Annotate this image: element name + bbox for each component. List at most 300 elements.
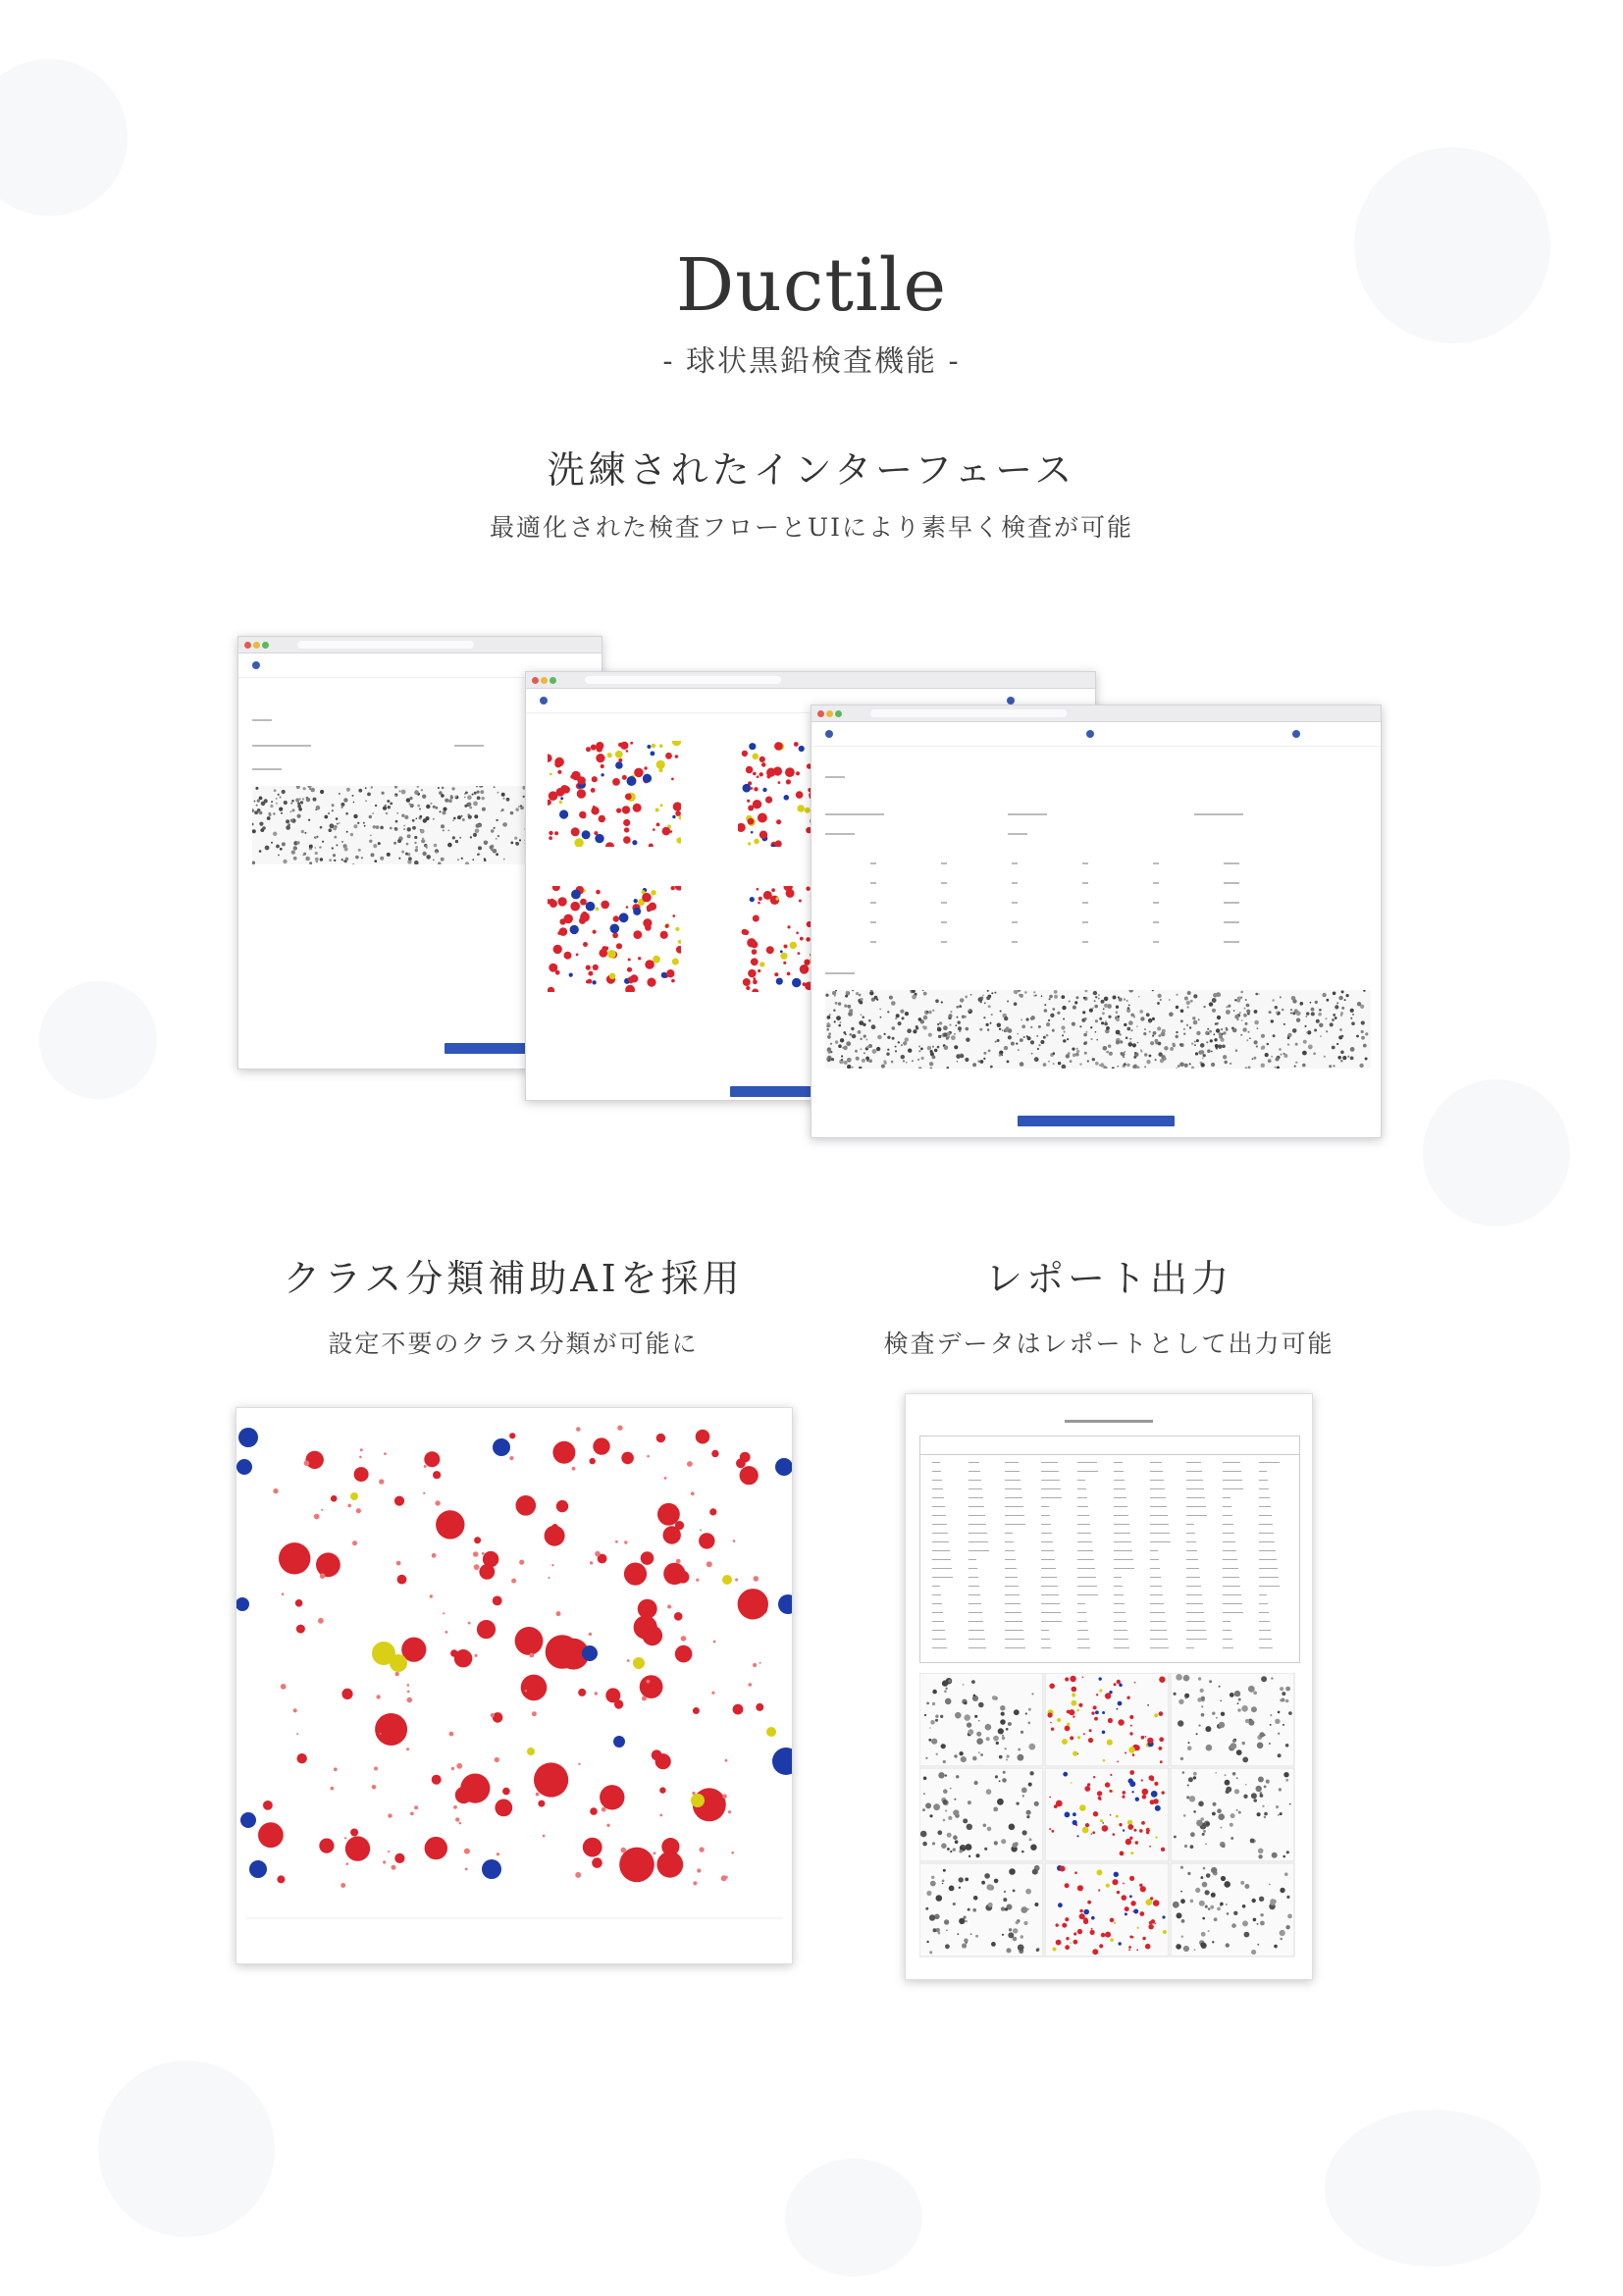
report-cell: [1077, 1471, 1098, 1472]
nodule-dot: [464, 1849, 470, 1854]
nodule-dot: [765, 797, 772, 804]
nodule-dot: [1079, 1913, 1085, 1919]
nodule-dot: [861, 998, 864, 1001]
nodule-dot: [753, 1663, 757, 1667]
nodule-dot: [892, 1037, 895, 1040]
report-cell: [932, 1471, 941, 1472]
report-cell: [969, 1480, 981, 1481]
nodule-dot: [1259, 1897, 1264, 1902]
report-cell: [932, 1506, 945, 1507]
nodule-dot: [643, 1626, 663, 1646]
nodule-dot: [310, 788, 315, 793]
report-cell: [1114, 1559, 1133, 1560]
nodule-dot: [1123, 1829, 1125, 1831]
nodule-dot: [1198, 1801, 1204, 1807]
nodule-dot: [623, 819, 630, 826]
nodule-dot: [1130, 1029, 1132, 1031]
nodule-dot: [1340, 1012, 1343, 1015]
nodule-dot: [693, 1707, 700, 1714]
nodule-dot: [583, 942, 588, 947]
nodule-dot: [1286, 1896, 1289, 1899]
report-cell: [1077, 1515, 1089, 1516]
nodule-dot: [475, 1654, 478, 1657]
nodule-dot: [339, 822, 340, 824]
nodule-dot: [634, 899, 638, 903]
nodule-dot: [1287, 1036, 1290, 1039]
nodule-dot: [859, 1001, 863, 1005]
nodule-dot: [1176, 1031, 1178, 1033]
nodule-dot: [1104, 997, 1109, 1002]
nodule-dot: [1070, 1736, 1073, 1740]
nodule-dot: [922, 990, 924, 991]
nodule-dot: [753, 754, 759, 760]
nodule-dot: [1163, 1057, 1167, 1061]
report-cell: [1077, 1541, 1092, 1542]
nodule-dot: [1009, 1928, 1012, 1931]
nodule-dot: [753, 772, 757, 776]
report-cell: [969, 1559, 976, 1560]
nodule-dot: [453, 817, 456, 820]
nodule-dot: [834, 1020, 836, 1022]
nodule-dot: [1020, 1038, 1023, 1042]
nodule-dot: [1179, 1063, 1184, 1068]
nodule-dot: [1154, 1713, 1158, 1717]
nodule-dot: [465, 861, 469, 864]
nodule-dot: [1075, 1053, 1079, 1057]
report-cell: [1223, 1647, 1233, 1648]
nodule-dot: [1119, 1942, 1122, 1945]
nodule-dot: [1212, 998, 1217, 1003]
nodule-dot: [1194, 1949, 1196, 1951]
table-cell: [870, 902, 876, 904]
nodule-dot: [1219, 1722, 1225, 1728]
nodule-dot: [1241, 1705, 1248, 1712]
nodule-dot: [1205, 1844, 1207, 1846]
nodule-dot: [1126, 1000, 1128, 1002]
nodule-dot: [1183, 1675, 1190, 1682]
nodule-dot: [493, 1438, 510, 1456]
nodule-dot: [1021, 1731, 1023, 1734]
nodule-dot: [584, 889, 587, 892]
nodule-dot: [879, 1009, 881, 1011]
nodule-dot: [587, 979, 592, 984]
classified-image[interactable]: [548, 741, 681, 847]
nodule-dot: [843, 1046, 848, 1051]
report-cell: [1186, 1471, 1202, 1472]
nodule-dot: [943, 1760, 946, 1763]
nodule-dot: [382, 792, 385, 795]
nodule-dot: [1241, 1019, 1243, 1021]
nodule-dot: [1103, 1008, 1105, 1010]
nodule-dot: [1153, 1031, 1157, 1035]
nodule-dot: [1062, 1006, 1066, 1010]
nodule-dot: [1141, 1736, 1145, 1740]
report-image-tile: [919, 1768, 1043, 1861]
nodule-dot: [945, 1809, 947, 1811]
nodule-dot: [574, 838, 583, 847]
nodule-dot: [1007, 1000, 1009, 1002]
nodule-dot: [644, 766, 647, 769]
nodule-dot: [1290, 1013, 1292, 1015]
nodule-dot: [1159, 1737, 1164, 1742]
nodule-dot: [1026, 1018, 1029, 1020]
nodule-dot: [252, 861, 255, 865]
table-cell: [870, 941, 876, 943]
nodule-dot: [309, 788, 311, 790]
report-cell: [1223, 1497, 1230, 1498]
nodule-dot: [1200, 1942, 1205, 1947]
report-cell: [1150, 1647, 1169, 1648]
nodule-dot: [1183, 1033, 1185, 1035]
nodule-dot: [1109, 1052, 1113, 1056]
nodule-dot: [987, 1827, 992, 1832]
nodule-dot: [578, 1689, 586, 1696]
nodule-dot: [999, 1755, 1003, 1759]
report-cell: [1150, 1488, 1165, 1489]
nodule-dot: [1200, 1043, 1205, 1048]
nodule-dot: [932, 1702, 935, 1705]
nodule-dot: [950, 1851, 952, 1852]
nodule-dot: [1271, 1677, 1273, 1679]
nodule-dot: [1125, 1752, 1126, 1754]
nodule-dot: [1333, 992, 1336, 996]
nodule-dot: [1048, 1712, 1053, 1717]
nodule-dot: [1067, 1723, 1070, 1726]
nodule-dot: [414, 790, 419, 795]
nodule-dot: [1087, 1901, 1091, 1905]
nodule-dot: [1114, 1872, 1119, 1877]
nodule-dot: [1324, 1056, 1326, 1058]
nodule-dot: [749, 1683, 753, 1687]
nodule-dot: [1315, 1001, 1318, 1004]
nodule-dot: [1190, 1845, 1194, 1849]
nodule-dot: [1264, 1816, 1266, 1818]
nodule-dot: [945, 1688, 947, 1690]
ai-description: 設定不要のクラス分類が可能に: [328, 1330, 699, 1358]
nodule-dot: [1164, 1046, 1168, 1050]
nodule-dot: [774, 972, 778, 976]
report-cell: [1150, 1550, 1158, 1551]
report-cell: [1223, 1506, 1231, 1507]
nodule-dot: [548, 800, 551, 806]
table-cell: [1224, 862, 1239, 864]
nodule-dot: [1093, 1811, 1098, 1816]
nodule-dot: [865, 1039, 867, 1041]
nodule-dot: [1046, 1022, 1050, 1026]
nodule-dot: [1209, 1030, 1212, 1033]
nodule-dot: [761, 762, 766, 767]
nodule-dot: [1154, 1782, 1158, 1786]
nodule-dot: [1254, 1020, 1259, 1025]
report-cell: [1259, 1533, 1274, 1534]
nodule-dot: [826, 1028, 829, 1031]
nodule-dot: [970, 994, 972, 996]
nodule-dot: [1070, 1676, 1075, 1682]
nodule-dot: [1017, 1802, 1020, 1805]
nodule-dot: [862, 1059, 865, 1063]
nodule-dot: [619, 913, 629, 922]
nodule-dot: [930, 1052, 934, 1056]
nodule-dot: [950, 1788, 952, 1790]
nodule-dot: [283, 860, 287, 863]
nodule-dot: [305, 857, 310, 861]
nodule-dot: [1066, 1937, 1069, 1940]
nodule-dot: [1190, 1832, 1195, 1837]
nodule-dot: [477, 854, 479, 856]
nodule-dot: [390, 827, 393, 830]
nodule-dot: [972, 1756, 977, 1761]
nodule-dot: [928, 1033, 932, 1037]
confirm-button[interactable]: [1018, 1116, 1175, 1126]
nodule-dot: [1121, 1052, 1125, 1056]
nodule-dot: [1313, 1053, 1316, 1056]
nodule-dot: [770, 768, 774, 772]
nodule-dot: [1258, 1854, 1262, 1858]
nodule-dot: [1090, 1038, 1092, 1040]
nodule-dot: [1119, 1823, 1122, 1826]
report-cell: [1223, 1559, 1237, 1560]
nodule-dot: [322, 841, 324, 843]
report-cell: [932, 1568, 952, 1569]
nodule-dot: [1258, 1777, 1264, 1783]
nodule-dot: [1109, 1790, 1112, 1793]
nodule-dot: [375, 805, 377, 807]
report-cell: [1150, 1586, 1162, 1587]
nodule-dot: [333, 854, 336, 857]
nodule-dot: [1074, 1001, 1077, 1004]
nodule-dot: [1073, 1932, 1076, 1935]
nodule-dot: [798, 952, 801, 955]
nodule-dot: [933, 1928, 937, 1932]
nodule-dot: [662, 827, 671, 836]
nodule-dot: [1128, 1747, 1135, 1753]
nodule-dot: [1226, 1787, 1231, 1793]
nodule-dot: [1098, 1797, 1101, 1800]
nodule-dot: [280, 797, 282, 799]
nodule-dot: [887, 1011, 889, 1013]
report-cell: [1150, 1524, 1169, 1525]
nodule-dot: [675, 886, 681, 891]
nodule-dot: [293, 1708, 297, 1712]
nodule-dot: [383, 1860, 386, 1863]
nodule-dot: [758, 902, 760, 905]
nodule-dot: [1281, 1698, 1284, 1702]
nodule-dot: [363, 822, 365, 824]
nodule-dot: [699, 1533, 714, 1548]
report-cell: [932, 1488, 943, 1489]
nodule-dot: [494, 786, 496, 788]
nodule-dot: [570, 774, 574, 778]
nodule-dot: [319, 846, 321, 848]
nodule-dot: [1002, 1029, 1004, 1031]
nodule-dot: [838, 1024, 841, 1027]
nodule-dot: [556, 1500, 568, 1512]
nodule-dot: [1201, 1932, 1206, 1937]
nodule-dot: [1257, 1743, 1264, 1749]
nodule-dot: [638, 957, 641, 960]
nodule-dot: [956, 1054, 961, 1059]
report-cell: [969, 1497, 983, 1498]
nodule-dot: [1141, 1821, 1145, 1825]
nodule-dot: [887, 1036, 890, 1039]
report-cell: [1005, 1647, 1025, 1648]
nodule-dot: [1223, 1055, 1227, 1059]
nodule-dot: [580, 913, 590, 922]
nodule-dot: [929, 1814, 932, 1817]
report-cell: [1077, 1586, 1097, 1587]
report-cell: [1186, 1594, 1202, 1595]
nodule-dot: [1212, 1812, 1216, 1816]
nodule-dot: [1073, 1054, 1076, 1058]
nodule-dot: [1242, 1742, 1245, 1745]
report-cell: [1077, 1550, 1093, 1551]
nodule-dot: [1113, 1833, 1116, 1836]
nodule-dot: [677, 1571, 690, 1584]
nodule-dot: [1189, 1063, 1191, 1065]
nodule-dot: [576, 1427, 581, 1432]
nodule-dot: [443, 808, 446, 811]
report-cell: [1114, 1497, 1126, 1498]
report-cell: [1077, 1647, 1090, 1648]
nodule-dot: [1060, 1866, 1066, 1872]
nodule-dot: [470, 836, 472, 838]
report-cell: [1041, 1647, 1051, 1648]
classified-image[interactable]: [548, 886, 681, 992]
nodule-dot: [1065, 1726, 1071, 1732]
nodule-dot: [395, 1672, 399, 1676]
nodule-dot: [976, 1853, 980, 1857]
nodule-dot: [296, 786, 300, 789]
nodule-dot: [330, 823, 335, 828]
report-cell: [932, 1524, 947, 1525]
nodule-dot: [1176, 1068, 1178, 1069]
nodule-dot: [1193, 1020, 1198, 1025]
nodule-dot: [1230, 1063, 1231, 1065]
nodule-dot: [1021, 1851, 1024, 1853]
nodule-dot: [1203, 1054, 1206, 1057]
nodule-dot: [278, 794, 280, 796]
nodule-dot: [997, 1799, 1004, 1805]
nodule-dot: [859, 1067, 863, 1069]
nodule-dot: [438, 787, 440, 789]
nodule-dot: [1065, 1945, 1070, 1950]
nodule-dot: [948, 1014, 952, 1018]
nodule-dot: [273, 1488, 278, 1493]
nodule-dot: [1141, 1779, 1143, 1781]
nodule-dot: [856, 1057, 860, 1061]
nodule-dot: [1032, 1869, 1038, 1875]
nodule-dot: [918, 1018, 922, 1021]
nodule-dot: [931, 1739, 937, 1745]
nodule-dot: [844, 1061, 848, 1065]
nodule-dot: [1018, 1945, 1024, 1952]
nodule-dot: [859, 994, 862, 997]
nodule-dot: [347, 1504, 351, 1508]
nodule-dot: [350, 833, 353, 836]
nodule-dot: [756, 1703, 763, 1711]
report-cell: [1186, 1506, 1206, 1507]
nodule-dot: [935, 1719, 938, 1722]
nodule-dot: [602, 1807, 606, 1812]
nodule-dot: [923, 1793, 925, 1795]
nodule-dot: [1026, 1815, 1029, 1818]
nodule-dot: [1028, 1722, 1031, 1725]
report-cell: [1259, 1497, 1270, 1498]
nodule-dot: [895, 1050, 897, 1052]
report-cell: [1223, 1594, 1241, 1595]
nodule-dot: [1249, 1037, 1251, 1039]
nodule-dot: [1026, 1035, 1028, 1037]
report-cell: [1223, 1568, 1238, 1569]
nodule-dot: [1220, 1903, 1224, 1906]
nodule-dot: [346, 831, 348, 833]
report-cell: [1150, 1577, 1161, 1578]
report-cell: [1077, 1506, 1088, 1507]
nodule-dot: [1294, 1066, 1296, 1068]
report-cell: [1005, 1603, 1021, 1604]
nodule-dot: [419, 809, 421, 810]
nodule-dot: [297, 805, 301, 809]
nodule-dot: [649, 903, 656, 911]
nodule-dot: [560, 797, 563, 800]
nodule-dot: [958, 1006, 961, 1009]
report-cell: [1223, 1621, 1230, 1622]
nodule-dot: [1095, 996, 1097, 998]
nodule-dot: [344, 847, 348, 851]
report-title-line: [906, 1416, 1312, 1426]
nodule-dot: [276, 798, 278, 800]
nodule-dot: [1186, 1001, 1190, 1005]
nodule-dot: [319, 1839, 334, 1853]
nodule-dot: [980, 1753, 983, 1756]
report-cell: [1259, 1594, 1267, 1595]
nodule-dot: [1149, 1031, 1151, 1033]
nodule-dot: [1338, 996, 1342, 1000]
nodule-dot: [622, 775, 627, 780]
nodule-dot: [371, 786, 373, 788]
nodule-dot: [1206, 1041, 1208, 1043]
report-cell: [1114, 1488, 1126, 1489]
table-cell: [870, 921, 876, 923]
nodule-dot: [350, 1829, 358, 1837]
nodule-dot: [972, 1696, 978, 1701]
nodule-dot: [529, 1653, 534, 1658]
report-cell: [1114, 1462, 1123, 1463]
nodule-dot: [733, 1539, 736, 1542]
nodule-dot: [353, 814, 357, 818]
nodule-dot: [1150, 1800, 1155, 1804]
nodule-dot: [1092, 1008, 1094, 1010]
nodule-dot: [443, 829, 445, 831]
nodule-dot: [1130, 1852, 1133, 1854]
nodule-dot: [1230, 1823, 1233, 1827]
nodule-dot: [354, 1467, 369, 1482]
nodule-dot: [1226, 1028, 1229, 1031]
nodule-dot: [948, 1816, 952, 1820]
nodule-dot: [414, 842, 416, 844]
background-blob: [98, 2061, 275, 2237]
nodule-dot: [623, 836, 631, 844]
nodule-dot: [1149, 1020, 1152, 1023]
report-cell: [1077, 1594, 1098, 1595]
nodule-dot: [1054, 990, 1058, 994]
nodule-dot: [1058, 1903, 1063, 1907]
nodule-dot: [432, 1553, 437, 1558]
nodule-dot: [433, 806, 436, 809]
nodule-dot: [588, 971, 593, 976]
nodule-dot: [1076, 1050, 1079, 1053]
report-cell: [1186, 1524, 1194, 1525]
